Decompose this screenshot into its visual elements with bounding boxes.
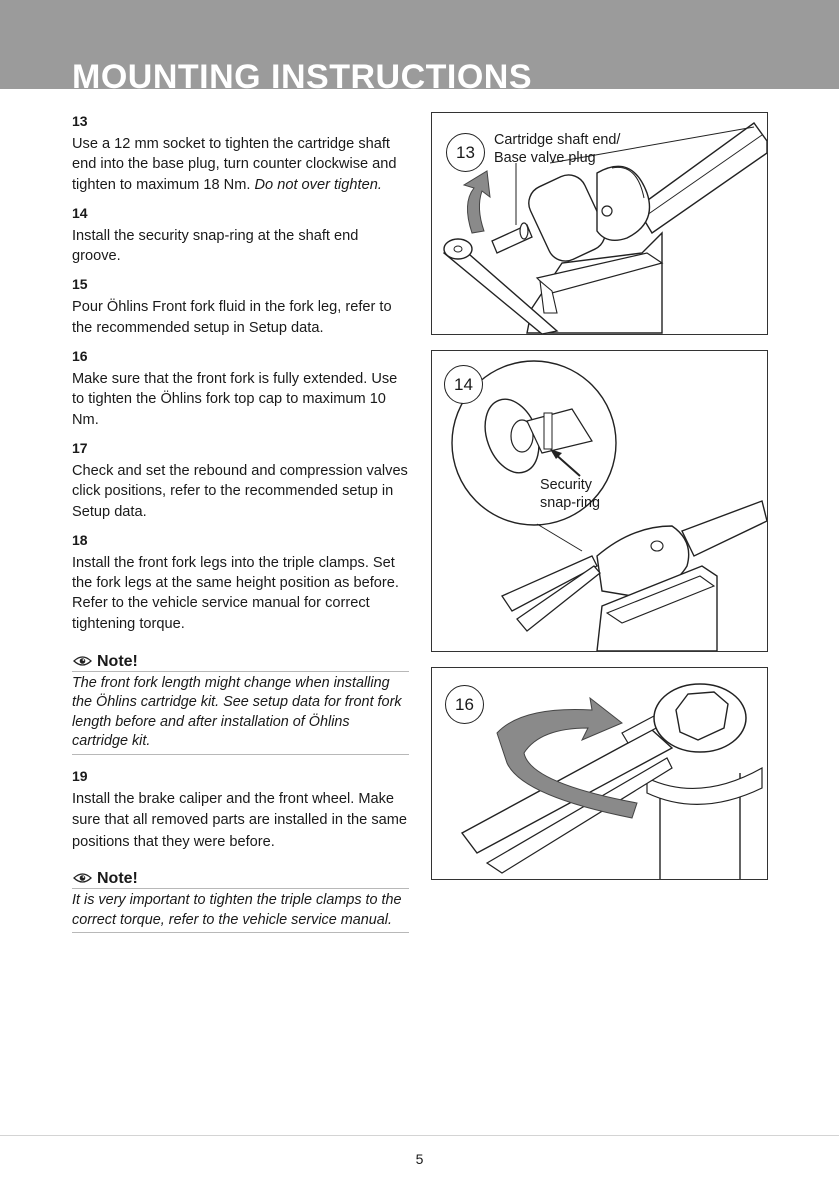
- callout-label: Security snap-ring: [540, 477, 600, 511]
- note-header: [72, 650, 409, 672]
- step-number: 19: [72, 767, 88, 784]
- callout-label: Cartridge shaft end/ Base valve plug: [494, 132, 621, 166]
- step-17: [72, 439, 409, 522]
- footer-divider: [0, 1135, 839, 1136]
- step-number: 13: [72, 113, 88, 129]
- note-header: [72, 867, 409, 889]
- step-18: [72, 531, 409, 634]
- step-text: Install the security snap-ring at the shaft end groove.: [72, 227, 359, 265]
- note-text: The front fork length might change when installing the Öhlins cartridge kit. See setup data for front fork length before and after installation of Öhlins cartridge kit.: [72, 674, 409, 755]
- step-warning: Do not over tighten.: [254, 176, 382, 193]
- figure-16: [431, 667, 768, 880]
- header-band: [0, 0, 839, 89]
- step-19: [72, 767, 409, 854]
- figure-number: 16: [445, 685, 484, 724]
- figure-number: 14: [444, 365, 483, 404]
- eye-icon: [73, 655, 92, 667]
- note-box: [72, 867, 409, 933]
- step-number: 17: [72, 439, 88, 456]
- step-text: Check and set the rebound and compression valves click positions, refer to the recommended setup in Setup data.: [72, 462, 408, 520]
- figure-14: [431, 350, 768, 652]
- eye-icon: [73, 872, 92, 884]
- step-number: 14: [72, 204, 88, 221]
- step-number: 16: [72, 348, 88, 365]
- note-box: [72, 650, 409, 755]
- page-title: MOUNTING INSTRUCTIONS: [72, 58, 533, 89]
- note-text: It is very important to tighten the triple clamps to the correct torque, refer to the vehicle service manual.: [72, 891, 409, 933]
- step-15: [72, 275, 409, 338]
- step-text: Install the front fork legs into the triple clamps. Set the fork legs at the same height position as before. Refer to the vehicle service manual for correct tightening torque.: [72, 554, 399, 632]
- step-number: 15: [72, 276, 88, 293]
- step-13: [72, 112, 409, 195]
- step-text: Use a 12 mm socket to tighten the cartridge shaft end into the base plug, turn counter clockwise and tighten to maximum 18 Nm. Do not over tighten.: [72, 136, 397, 193]
- step-14: [72, 204, 409, 267]
- page-number: 5: [415, 1151, 424, 1167]
- figure-13: [431, 112, 768, 335]
- step-16: [72, 347, 409, 430]
- figure-number: 13: [446, 133, 485, 172]
- step-text: Pour Öhlins Front fork fluid in the fork leg, refer to the recommended setup in Setup data.: [72, 299, 392, 336]
- note-title: Note!: [97, 653, 138, 671]
- step-text: Make sure that the front fork is fully extended. Use to tighten the Öhlins fork top cap to maximum 10 Nm.: [72, 371, 398, 428]
- note-title: Note!: [97, 870, 138, 888]
- step-text: Install the brake caliper and the front wheel. Make sure that all removed parts are installed in the same positions that they were before.: [72, 790, 408, 850]
- step-number: 18: [72, 531, 88, 548]
- instructions-column: [72, 112, 409, 945]
